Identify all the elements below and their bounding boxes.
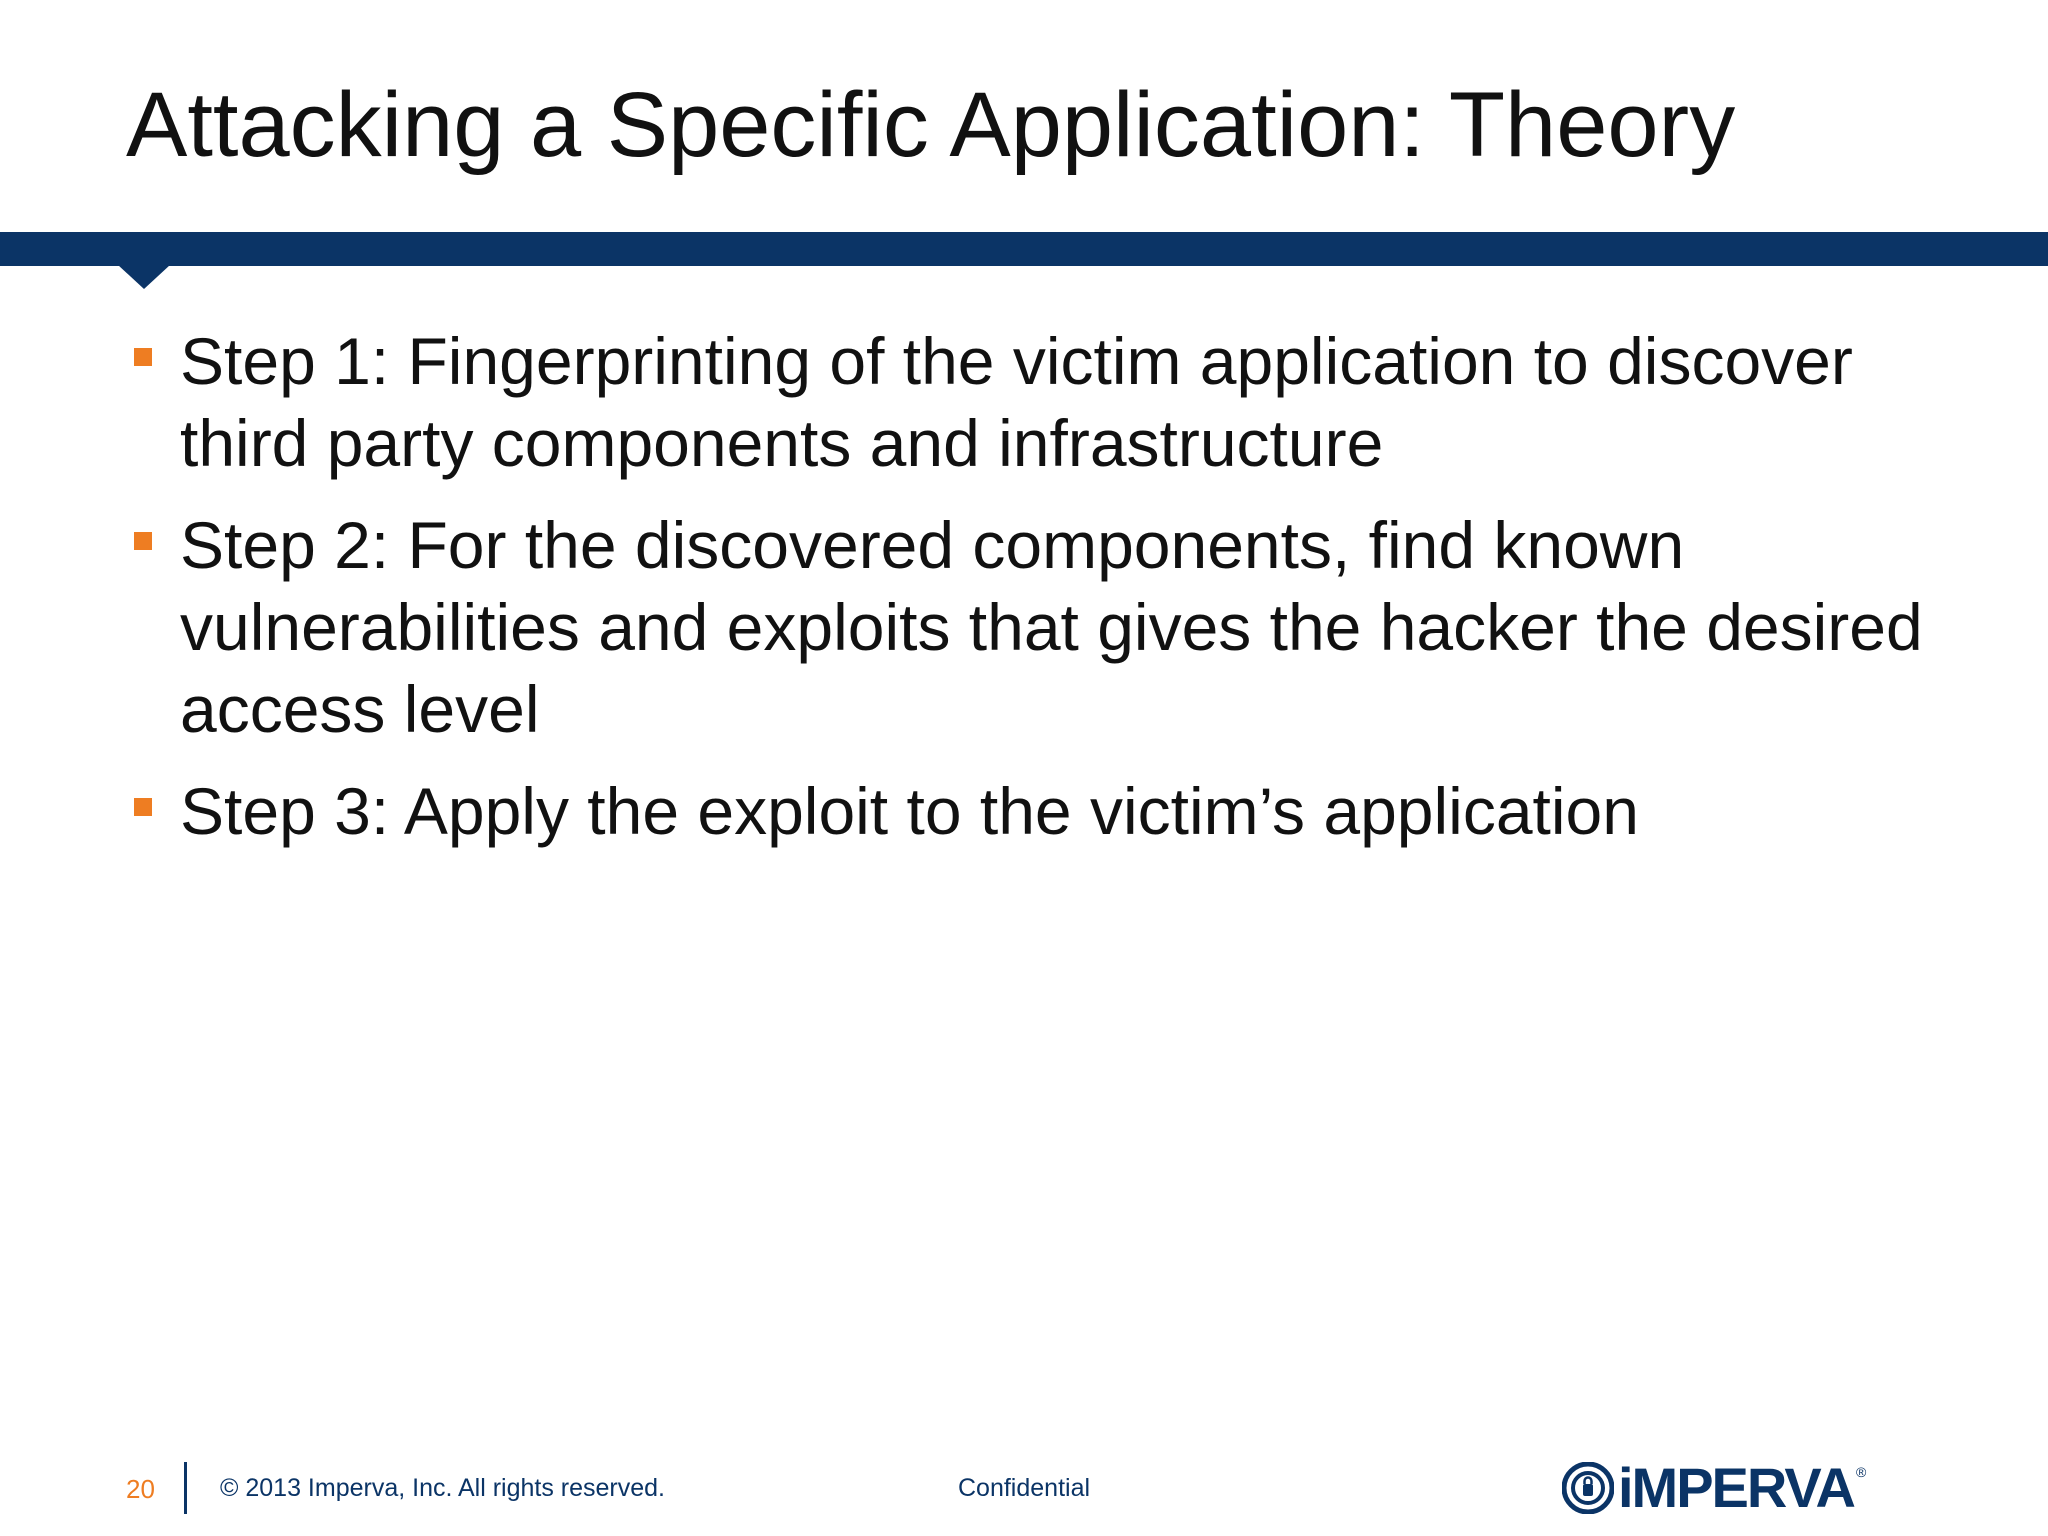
footer-divider <box>184 1462 187 1514</box>
bullet-text: Step 2: For the discovered components, find known vulnerabilities and exploits that gives the hacker the desired access level <box>180 508 1923 746</box>
registered-mark: ® <box>1855 1464 1867 1480</box>
copyright-notice: © 2013 Imperva, Inc. All rights reserved. <box>220 1474 666 1502</box>
bullet-square-icon <box>134 348 152 366</box>
bullet-text: Step 3: Apply the exploit to the victim’s application <box>180 774 1639 848</box>
slide-footer <box>0 1450 2048 1530</box>
slide-title: Attacking a Specific Application: Theory <box>126 74 1736 176</box>
bullet-text: Step 1: Fingerprinting of the victim application to discover third party components and infrastructure <box>180 324 1853 480</box>
title-accent-bar <box>0 232 2048 266</box>
confidential-label: Confidential <box>958 1474 1091 1502</box>
bullet-item-step-3 <box>126 770 1986 852</box>
page-number: 20 <box>126 1474 155 1504</box>
title-bar-notch <box>118 265 170 289</box>
bullet-square-icon <box>134 798 152 816</box>
logo-wordmark: iMPERVA <box>1618 1456 1854 1519</box>
bullet-list <box>126 320 1986 872</box>
imperva-logo <box>1562 1456 1867 1519</box>
bullet-item-step-1 <box>126 320 1986 484</box>
bullet-square-icon <box>134 532 152 550</box>
imperva-logo-icon <box>1562 1462 1614 1514</box>
bullet-item-step-2 <box>126 504 1986 750</box>
